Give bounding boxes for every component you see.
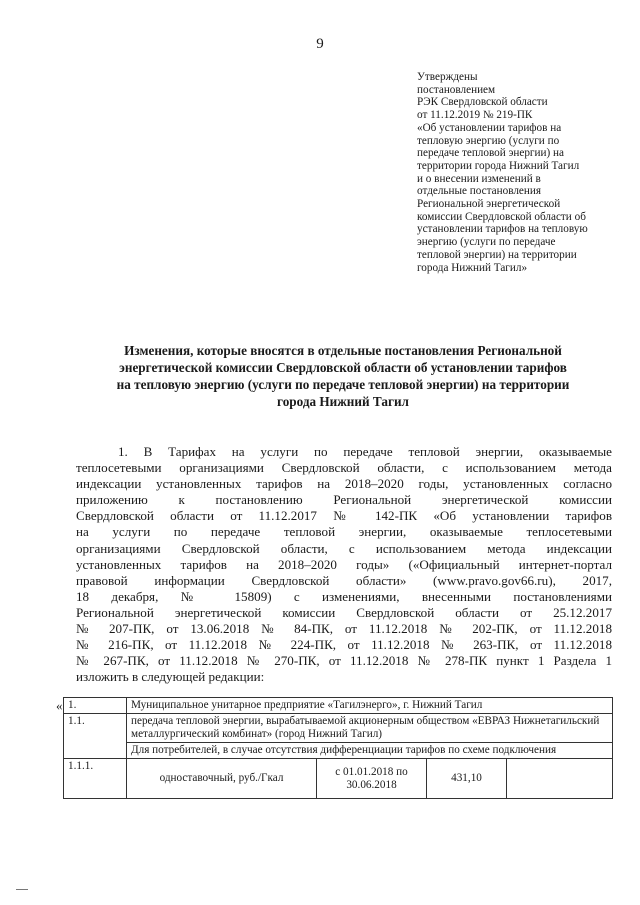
approval-line: города Нижний Тагил» (417, 261, 528, 274)
tariff-period: с 01.01.2018 по 30.06.2018 (317, 759, 427, 799)
body-line: Региональной энергетической комиссии Свердловской области от 25.12.2017 (76, 604, 612, 620)
approval-block (417, 71, 627, 274)
body-paragraph (76, 444, 612, 685)
body-line: № 267-ПК, от 11.12.2018 № 270-ПК, от 11.12.2018 № 278-ПК пункт 1 Раздела 1 (76, 653, 612, 669)
row-number: 1. (64, 698, 127, 714)
approval-line: тепловой энергии) на территории (417, 248, 577, 261)
body-line: № 207-ПК, от 13.06.2018 № 84-ПК, от 11.12.2018 № 202-ПК, от 11.12.2018 (76, 621, 612, 637)
footer-mark (16, 889, 28, 890)
approval-line: «Об установлении тарифов на (417, 121, 562, 134)
tariff-value: 431,10 (427, 759, 507, 799)
body-line: изложить в следующей редакции: (76, 669, 265, 685)
body-line: № 216-ПК, от 11.12.2018 № 224-ПК, от 11.12.2018 № 263-ПК, от 11.12.2018 (76, 637, 612, 653)
body-line: установленных тарифов на 2018–2020 годы» («Официальный интернет-портал (76, 556, 612, 572)
body-line: теплосетевыми организациями Свердловской области, с использованием метода (76, 460, 612, 476)
page-number: 9 (316, 36, 324, 52)
approval-line: отдельные постановления (417, 185, 541, 198)
table-row (64, 698, 613, 714)
consumer-category: Для потребителей, в случае отсутствия дифференциации тарифов по схеме подключения (127, 743, 613, 759)
row-number: 1.1. (64, 714, 127, 759)
approval-line: Региональной энергетической (417, 198, 561, 211)
approval-line: постановлением (417, 83, 496, 96)
approval-line: установлении тарифов на тепловую (417, 223, 588, 236)
approval-line: энергию (услуги по передаче (417, 236, 556, 249)
document-title (78, 342, 608, 410)
service-description: передача тепловой энергии, вырабатываемой акционерным обществом «ЕВРАЗ Нижнетагильский металлургический комбинат» (город Нижний Тагил) (127, 714, 613, 743)
table-row (64, 714, 613, 743)
body-line: правовой информации Свердловской области» (www.pravo.gov66.ru), 2017, (76, 572, 612, 588)
opening-quote: « (56, 698, 63, 713)
approval-line: комиссии Свердловской области об (417, 210, 586, 223)
row-number: 1.1.1. (64, 759, 127, 799)
approval-line: тепловую энергию (услуги по (417, 134, 560, 147)
organization-name: Муниципальное унитарное предприятие «Тагилэнерго», г. Нижний Тагил (127, 698, 613, 714)
body-line: приложению к постановлению Региональной энергетической комиссии (76, 492, 612, 508)
body-line: 18 декабря, № 15809) с изменениями, внесенными постановлениями (76, 588, 612, 604)
approval-line: и о внесении изменений в (417, 172, 541, 185)
approval-line: территории города Нижний Тагил (417, 159, 580, 172)
title-line: Изменения, которые вносятся в отдельные постановления Региональной (124, 343, 562, 358)
body-line: Свердловской области от 11.12.2017 № 142-ПК «Об установлении тарифов (76, 508, 612, 524)
body-line: организациями Свердловской области, с использованием метода индексации (76, 540, 612, 556)
table-row (64, 759, 613, 799)
table-row (64, 743, 613, 759)
body-line: на услуги по передаче тепловой энергии, оказываемые теплосетевыми (76, 524, 612, 540)
tariff-table (63, 697, 613, 799)
title-line: на тепловую энергию (услуги по передаче тепловой энергии) на территории (116, 377, 570, 392)
approval-line: РЭК Свердловской области (417, 96, 548, 109)
approval-line: от 11.12.2019 № 219-ПК (417, 109, 533, 122)
tariff-unit: одноставочный, руб./Гкал (127, 759, 317, 799)
approval-line: передаче тепловой энергии) на (417, 147, 564, 160)
title-line: энергетической комиссии Свердловской области об установлении тарифов (119, 360, 567, 375)
body-line: 1. В Тарифах на услуги по передаче тепловой энергии, оказываемые (118, 444, 612, 459)
approval-line: Утверждены (417, 71, 478, 83)
body-line: индексации установленных тарифов на 2018–2020 годы, установленных согласно (76, 476, 612, 492)
empty-cell (507, 759, 613, 799)
title-line: города Нижний Тагил (277, 394, 409, 409)
